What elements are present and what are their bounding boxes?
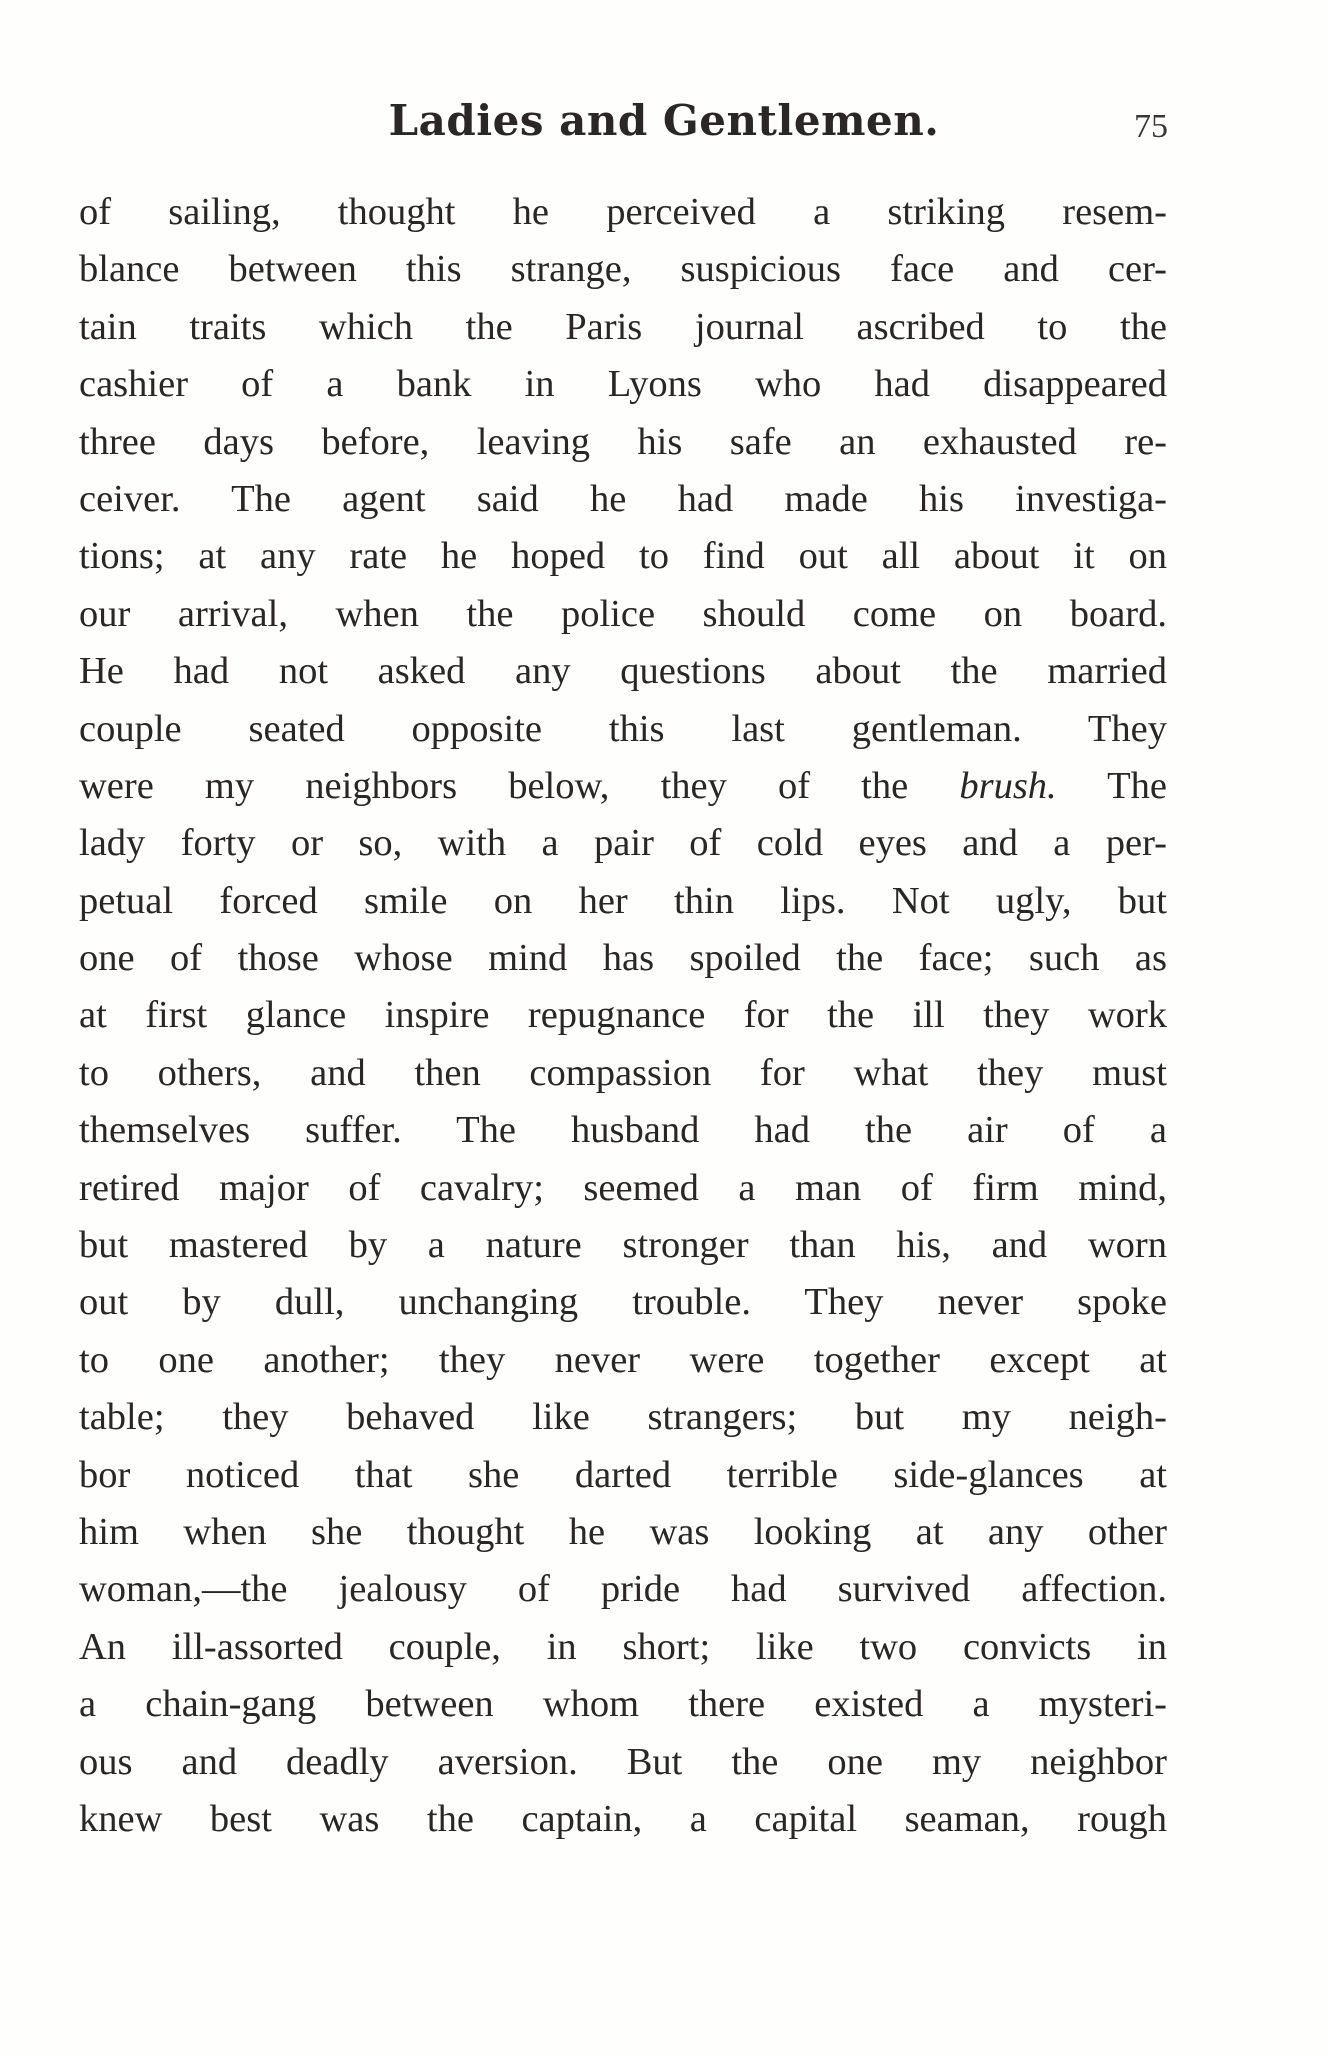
text-line: one of those whose mind has spoiled the face; such as [79, 937, 1167, 980]
text-line: knew best was the captain, a capital seaman, rough [79, 1797, 1167, 1840]
text-line: tions; at any rate he hoped to find out all about it on [79, 535, 1167, 578]
text-line: at first glance inspire repugnance for the ill they work [79, 994, 1167, 1037]
text-line: of sailing, thought he perceived a striking resem- [79, 191, 1167, 233]
text-segment: were my neighbors below, they of the [79, 764, 960, 807]
text-line: tain traits which the Paris journal ascribed to the [79, 305, 1167, 348]
text-line: themselves suffer. The husband had the air of a [79, 1109, 1167, 1152]
text-line: ous and deadly aversion. But the one my neighbor [79, 1740, 1167, 1783]
text-line: ceiver. The agent said he had made his investiga- [79, 477, 1167, 520]
page-number: 75 [1134, 108, 1168, 145]
text-line: our arrival, when the police should come on board. [79, 592, 1167, 635]
text-line: retired major of cavalry; seemed a man of firm mind, [79, 1166, 1167, 1209]
text-line: blance between this strange, suspicious face and cer- [79, 248, 1167, 291]
text-line: but mastered by a nature stronger than his, and worn [79, 1224, 1167, 1267]
text-line: to others, and then compassion for what they must [79, 1051, 1167, 1094]
text-line: petual forced smile on her thin lips. Not ugly, but [79, 879, 1167, 922]
text-line-with-italic [79, 758, 1167, 815]
text-line: An ill-assorted couple, in short; like two convicts in [79, 1625, 1167, 1668]
text-segment: The [1056, 764, 1167, 807]
text-line: He had not asked any questions about the married [79, 650, 1167, 693]
text-line: to one another; they never were together except at [79, 1338, 1167, 1381]
text-line: couple seated opposite this last gentleman. They [79, 707, 1167, 750]
text-line: lady forty or so, with a pair of cold eyes and a per- [79, 822, 1167, 865]
running-title: Ladies and Gentlemen. [388, 96, 940, 145]
text-line: a chain-gang between whom there existed a mysteri- [79, 1683, 1167, 1726]
text-line: him when she thought he was looking at any other [79, 1510, 1167, 1553]
text-line: out by dull, unchanging trouble. They never spoke [79, 1281, 1167, 1324]
italic-word: brush. [959, 764, 1057, 807]
body-text [79, 184, 1167, 1848]
text-line: table; they behaved like strangers; but my neigh- [79, 1396, 1167, 1439]
text-line: woman,—the jealousy of pride had survived affection. [79, 1568, 1167, 1611]
text-line: cashier of a bank in Lyons who had disappeared [79, 363, 1167, 406]
text-line: bor noticed that she darted terrible side-glances at [79, 1453, 1167, 1496]
running-head [0, 96, 1328, 156]
text-line: three days before, leaving his safe an exhausted re- [79, 420, 1167, 463]
